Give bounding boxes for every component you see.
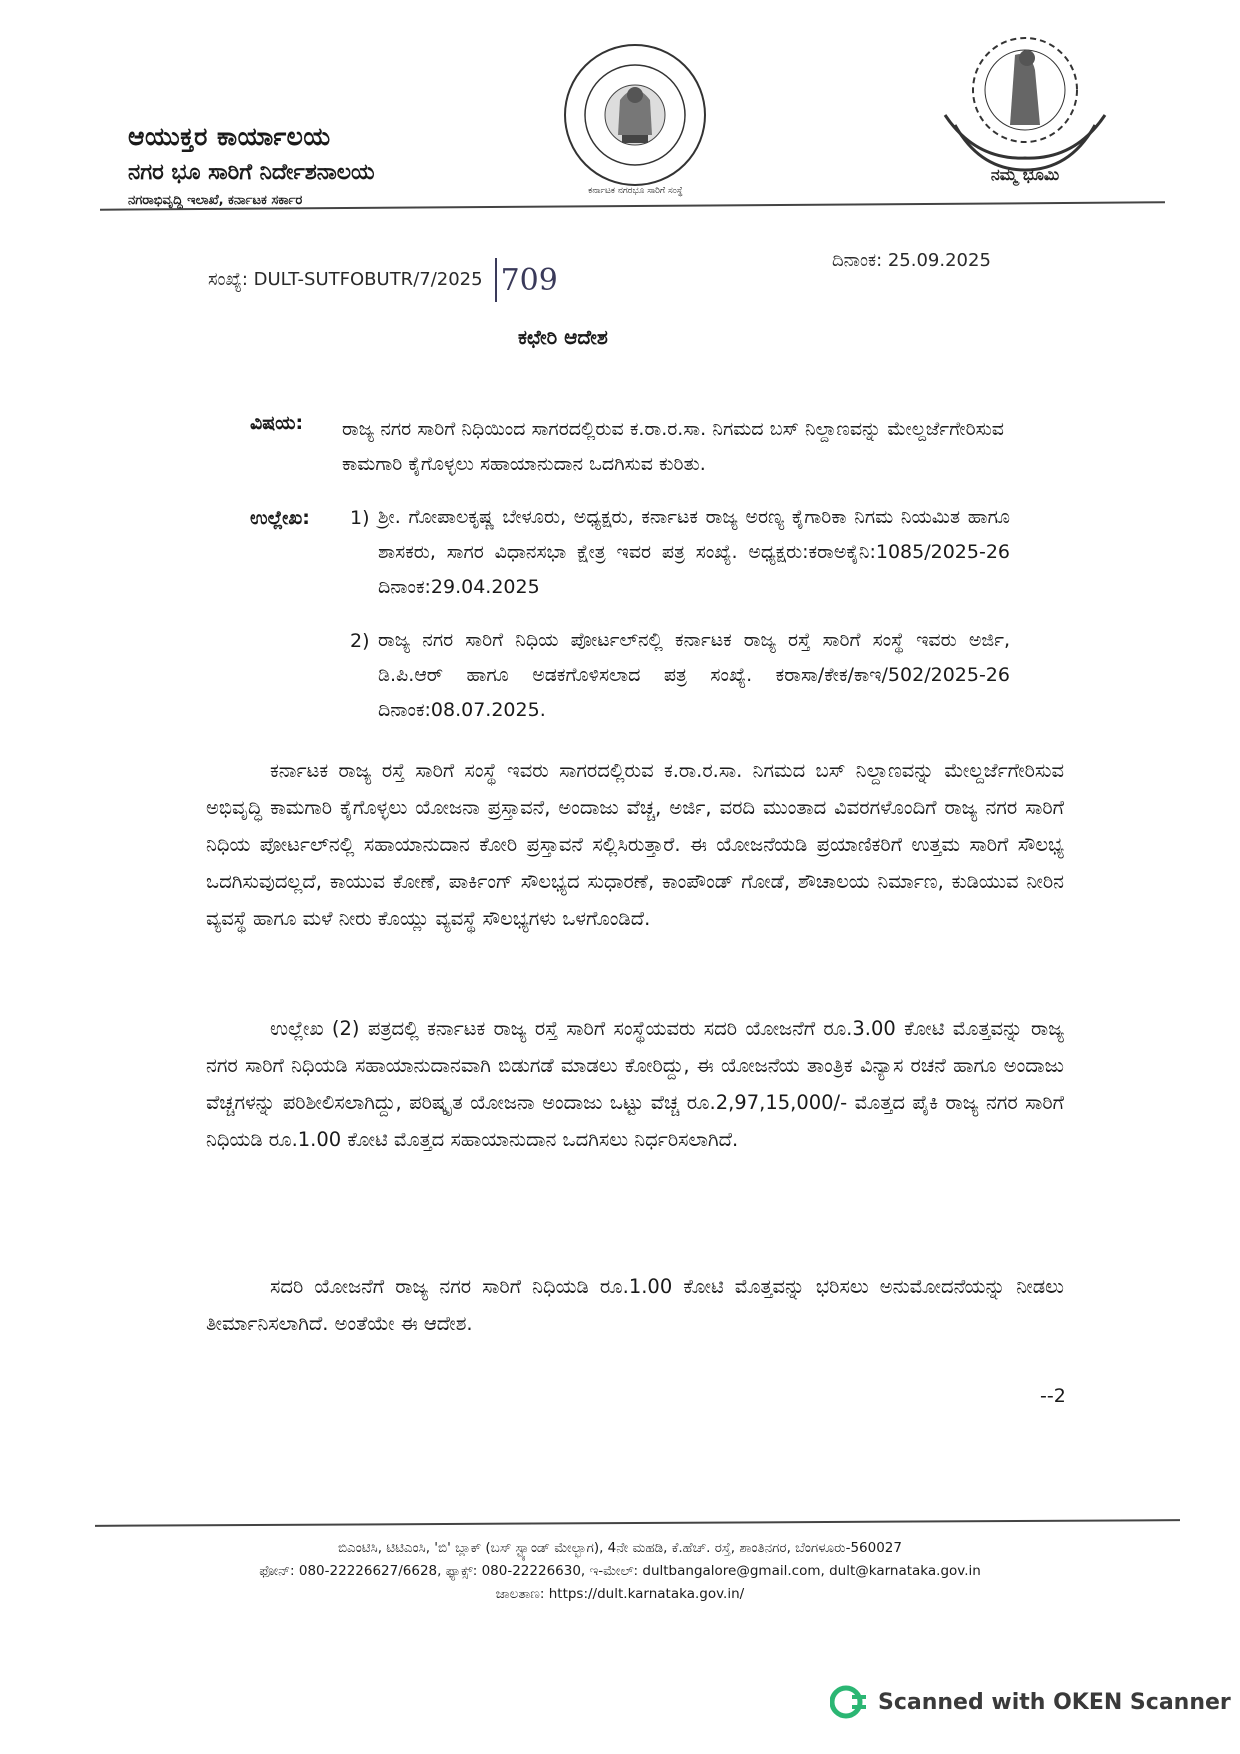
footer-website: ಜಾಲತಾಣ: https://dult.karnataka.gov.in/ — [495, 1586, 745, 1602]
footer-address: ಬಿಎಂಟಿಸಿ, ಟಿಟಿಎಂಸಿ, 'ಬಿ' ಬ್ಲಾಕ್ (ಬಸ್ ಸ್ಟ್ಯಾಂಡ್ ಮೇಲ್ಭಾಗ), 4ನೇ ಮಹಡಿ, ಕೆ.ಹೆಚ್. ರಸ್ತೆ, ಶಾಂತಿನಗರ, ಬೆಂಗಳೂರು-560027 — [337, 1540, 902, 1556]
namma-bhoomi-logo — [935, 30, 1115, 190]
reference-1-text: ಶ್ರೀ. ಗೋಪಾಲಕೃಷ್ಣ ಬೇಳೂರು, ಅಧ್ಯಕ್ಷರು, ಕರ್ನಾಟಕ ರಾಜ್ಯ ಅರಣ್ಯ ಕೈಗಾರಿಕಾ ನಿಗಮ ನಿಯಮಿತ ಹಾಗೂ ಶಾಸಕರು, ಸಾಗರ ವಿಧಾನಸಭಾ ಕ್ಷೇತ್ರ ಇವರ ಪತ್ರ ಸಂಖ್ಯೆ. ಅಧ್ಯಕ್ಷರು:ಕರಾಅಕೈನಿ:1085/2025-26 ದಿನಾಂಕ:29.04.2025 — [378, 506, 1010, 598]
scanner-logo-icon — [830, 1685, 868, 1719]
reference-2-number: 2) — [350, 630, 370, 652]
state-emblem-seal — [560, 40, 710, 190]
body-paragraph-1: ಕರ್ನಾಟಕ ರಾಜ್ಯ ರಸ್ತೆ ಸಾರಿಗೆ ಸಂಸ್ಥೆ ಇವರು ಸಾಗರದಲ್ಲಿರುವ ಕ.ರಾ.ರ.ಸಾ. ನಿಗಮದ ಬಸ್ ನಿಲ್ದಾಣವನ್ನು ಮೇಲ್ದರ್ಜೆಗೇರಿಸುವ ಅಭಿವೃದ್ಧಿ ಕಾಮಗಾರಿ ಕೈಗೊಳ್ಳಲು ಯೋಜನಾ ಪ್ರಸ್ತಾವನೆ, ಅಂದಾಜು ವೆಚ್ಚ, ಅರ್ಜಿ, ವರದಿ ಮುಂತಾದ ವಿವರಗಳೊಂದಿಗೆ ರಾಜ್ಯ ನಗರ ಸಾರಿಗೆ ನಿಧಿಯ ಪೋರ್ಟಲ್‌ನಲ್ಲಿ ಸಹಾಯಾನುದಾನ ಕೋರಿ ಪ್ರಸ್ತಾವನೆ ಸಲ್ಲಿಸಿರುತ್ತಾರೆ. ಈ ಯೋಜನೆಯಡಿ ಪ್ರಯಾಣಿಕರಿಗೆ ಉತ್ತಮ ಸಾರಿಗೆ ಸೌಲಭ್ಯ ಒದಗಿಸುವುದಲ್ಲದೆ, ಕಾಯುವ ಕೋಣೆ, ಪಾರ್ಕಿಂಗ್ ಸೌಲಭ್ಯದ ಸುಧಾರಣೆ, ಕಾಂಪೌಂಡ್ ಗೋಡೆ, ಶೌಚಾಲಯ ನಿರ್ಮಾಣ, ಕುಡಿಯುವ ನೀರಿನ ವ್ಯವಸ್ಥೆ ಹಾಗೂ ಮಳೆ ನೀರು ಕೊಯ್ಲು ವ್ಯವಸ್ಥೆ ಸೌಲಭ್ಯಗಳು ಒಳಗೊಂಡಿದೆ. — [206, 759, 1064, 930]
subject-text: ರಾಜ್ಯ ನಗರ ಸಾರಿಗೆ ನಿಧಿಯಿಂದ ಸಾಗರದಲ್ಲಿರುವ ಕ.ರಾ.ರ.ಸಾ. ನಿಗಮದ ಬಸ್ ನಿಲ್ದಾಣವನ್ನು ಮೇಲ್ದರ್ಜೆಗೇರಿಸುವ ಕಾಮಗಾರಿ ಕೈಗೊಳ್ಳಲು ಸಹಾಯಾನುದಾನ ಒದಗಿಸುವ ಕುರಿತು. — [342, 418, 1004, 475]
scanner-watermark — [830, 1685, 1231, 1719]
footer-contact: ಫೋನ್: 080-22226627/6628, ಫ್ಯಾಕ್ಸ್: 080-22226630, ಇ-ಮೇಲ್: dultbangalore@gmail.com, dult@karnataka.gov.in — [259, 1563, 981, 1579]
handwritten-bar — [495, 258, 497, 302]
department-name: ನಗರ ಭೂ ಸಾರಿಗೆ ನಿರ್ದೇಶನಾಲಯ — [128, 160, 375, 185]
emblem-caption: ಕರ್ನಾಟಕ ನಗರಭೂ ಸಾರಿಗೆ ಸಂಸ್ಥೆ — [588, 186, 683, 196]
handwritten-number: 709 — [500, 262, 558, 298]
scanner-watermark-text: Scanned with OKEN Scanner — [878, 1689, 1231, 1715]
page-continuation: --2 — [1040, 1385, 1066, 1407]
subject-label: ವಿಷಯ: — [250, 412, 304, 434]
order-heading: ಕಛೇರಿ ಆದೇಶ — [518, 325, 608, 349]
body-paragraph-3: ಸದರಿ ಯೋಜನೆಗೆ ರಾಜ್ಯ ನಗರ ಸಾರಿಗೆ ನಿಧಿಯಡಿ ರೂ.1.00 ಕೋಟಿ ಮೊತ್ತವನ್ನು ಭರಿಸಲು ಅನುಮೋದನೆಯನ್ನು ನೀಡಲು ತೀರ್ಮಾನಿಸಲಾಗಿದೆ. ಅಂತೆಯೇ ಈ ಆದೇಶ. — [206, 1275, 1064, 1335]
date-line: ದಿನಾಂಕ: 25.09.2025 — [832, 250, 991, 271]
body-paragraph-2: ಉಲ್ಲೇಖ (2) ಪತ್ರದಲ್ಲಿ ಕರ್ನಾಟಕ ರಾಜ್ಯ ರಸ್ತೆ ಸಾರಿಗೆ ಸಂಸ್ಥೆಯವರು ಸದರಿ ಯೋಜನೆಗೆ ರೂ.3.00 ಕೋಟಿ ಮೊತ್ತವನ್ನು ರಾಜ್ಯ ನಗರ ಸಾರಿಗೆ ನಿಧಿಯಡಿ ಸಹಾಯಾನುದಾನವಾಗಿ ಬಿಡುಗಡೆ ಮಾಡಲು ಕೋರಿದ್ದು, ಈ ಯೋಜನೆಯ ತಾಂತ್ರಿಕ ವಿನ್ಯಾಸ ರಚನೆ ಹಾಗೂ ಅಂದಾಜು ವೆಚ್ಚಗಳನ್ನು ಪರಿಶೀಲಿಸಲಾಗಿದ್ದು, ಪರಿಷ್ಕೃತ ಯೋಜನಾ ಅಂದಾಜು ಒಟ್ಟು ವೆಚ್ಚ ರೂ.2,97,15,000/- ಮೊತ್ತದ ಪೈಕಿ ರಾಜ್ಯ ನಗರ ಸಾರಿಗೆ ನಿಧಿಯಡಿ ರೂ.1.00 ಕೋಟಿ ಮೊತ್ತದ ಸಹಾಯಾನುದಾನ ಒದಗಿಸಲು ನಿರ್ಧರಿಸಲಾಗಿದೆ. — [206, 1017, 1064, 1151]
logo-caption: ನಮ್ಮ ಭೂಮಿ — [990, 165, 1060, 184]
reference-2-text: ರಾಜ್ಯ ನಗರ ಸಾರಿಗೆ ನಿಧಿಯ ಪೋರ್ಟಲ್‌ನಲ್ಲಿ ಕರ್ನಾಟಕ ರಾಜ್ಯ ರಸ್ತೆ ಸಾರಿಗೆ ಸಂಸ್ಥೆ ಇವರು ಅರ್ಜಿ, ಡಿ.ಪಿ.ಆರ್ ಹಾಗೂ ಅಡಕಗೊಳಿಸಲಾದ ಪತ್ರ ಸಂಖ್ಯೆ. ಕರಾಸಾ/ಕೇಕ/ಕಾಇ/502/2025-26 ದಿನಾಂಕ:08.07.2025. — [378, 629, 1010, 721]
reference-number — [208, 258, 558, 302]
office-title: ಆಯುಕ್ತರ ಕಾರ್ಯಾಲಯ — [128, 122, 331, 151]
footer-divider — [95, 1519, 1180, 1527]
reference-1-number: 1) — [350, 507, 370, 529]
references-label: ಉಲ್ಲೇಖ: — [250, 507, 310, 529]
parent-department: ನಗರಾಭಿವೃದ್ಧಿ ಇಲಾಖೆ, ಕರ್ನಾಟಕ ಸರ್ಕಾರ — [128, 193, 303, 208]
reference-prefix: ಸಂಖ್ಯೆ: DULT-SUTFOBUTR/7/2025 — [208, 269, 483, 290]
